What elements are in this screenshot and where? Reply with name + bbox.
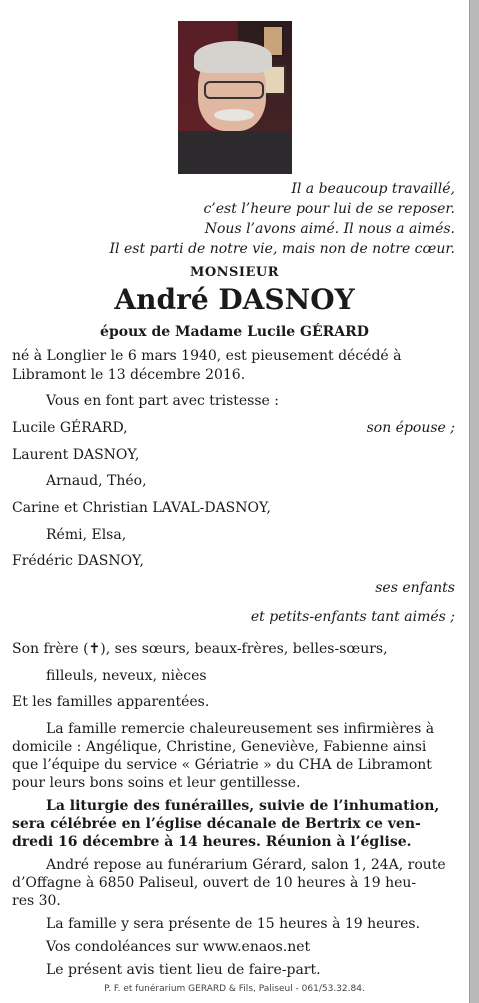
poem-line-2: c’est l’heure pour lui de se reposer.	[203, 201, 455, 217]
family-ses-enfants: ses enfants	[375, 580, 455, 596]
poem-line-1: Il a beaucoup travaillé,	[291, 181, 455, 197]
liturgy-line-2: sera célébrée en l’église décanale de Bertrix ce ven-	[12, 816, 421, 832]
family-petits-enfants: et petits-enfants tant aimés ;	[250, 609, 455, 625]
poem-line-4: Il est parti de notre vie, mais non de notre cœur.	[109, 241, 455, 257]
spouse-line: époux de Madame Lucile GÉRARD	[100, 324, 369, 340]
poem-line-3: Nous l’avons aimé. Il nous a aimés.	[204, 221, 455, 237]
family-frere: Son frère (✝), ses sœurs, beaux-frères, belles-sœurs,	[12, 641, 388, 657]
family-lucile: Lucile GÉRARD,	[12, 420, 128, 436]
notice-text: Le présent avis tient lieu de faire-part.	[46, 962, 321, 978]
repose-line-2: d’Offagne à 6850 Paliseul, ouvert de 10 heures à 19 heu-	[12, 875, 417, 891]
condolences-text: Vos condoléances sur www.enaos.net	[46, 939, 311, 955]
family-remi: Rémi, Elsa,	[46, 527, 127, 543]
family-son-epouse: son épouse ;	[366, 420, 455, 436]
family-carine: Carine et Christian LAVAL-DASNOY,	[12, 500, 271, 516]
deceased-name: André DASNOY	[114, 283, 355, 316]
family-arnaud: Arnaud, Théo,	[46, 473, 147, 489]
family-frederic: Frédéric DASNOY,	[12, 553, 144, 569]
repose-line-1: André repose au funérarium Gérard, salon 1, 24A, route	[46, 857, 446, 873]
repose-line-3: res 30.	[12, 893, 61, 909]
thanks-line-1: La famille remercie chaleureusement ses infirmières à	[46, 721, 435, 737]
thanks-line-2: domicile : Angélique, Christine, Geneviève, Fabienne ainsi	[12, 739, 427, 755]
liturgy-line-1: La liturgie des funérailles, suivie de l’inhumation,	[46, 798, 440, 814]
intro-text: Vous en font part avec tristesse :	[46, 393, 279, 409]
family-filleuls: filleuls, neveux, nièces	[46, 668, 207, 684]
birth-line-2: Libramont le 13 décembre 2016.	[12, 367, 246, 383]
birth-line-1: né à Longlier le 6 mars 1940, est pieusement décédé à	[12, 348, 402, 364]
title-prefix: MONSIEUR	[189, 265, 280, 280]
presence-text: La famille y sera présente de 15 heures à 19 heures.	[46, 916, 421, 932]
thanks-line-3: que l’équipe du service « Gériatrie » du CHA de Libramont	[12, 757, 432, 773]
family-familles: Et les familles apparentées.	[12, 694, 210, 710]
footer-funeral-home: P. F. et funérarium GERARD & Fils, Paliseul - 061/53.32.84.	[104, 984, 365, 994]
thanks-line-4: pour leurs bons soins et leur gentillesse.	[12, 775, 301, 791]
portrait-photo	[178, 21, 292, 174]
liturgy-line-3: dredi 16 décembre à 14 heures. Réunion à l’église.	[12, 834, 412, 850]
family-laurent: Laurent DASNOY,	[12, 447, 140, 463]
